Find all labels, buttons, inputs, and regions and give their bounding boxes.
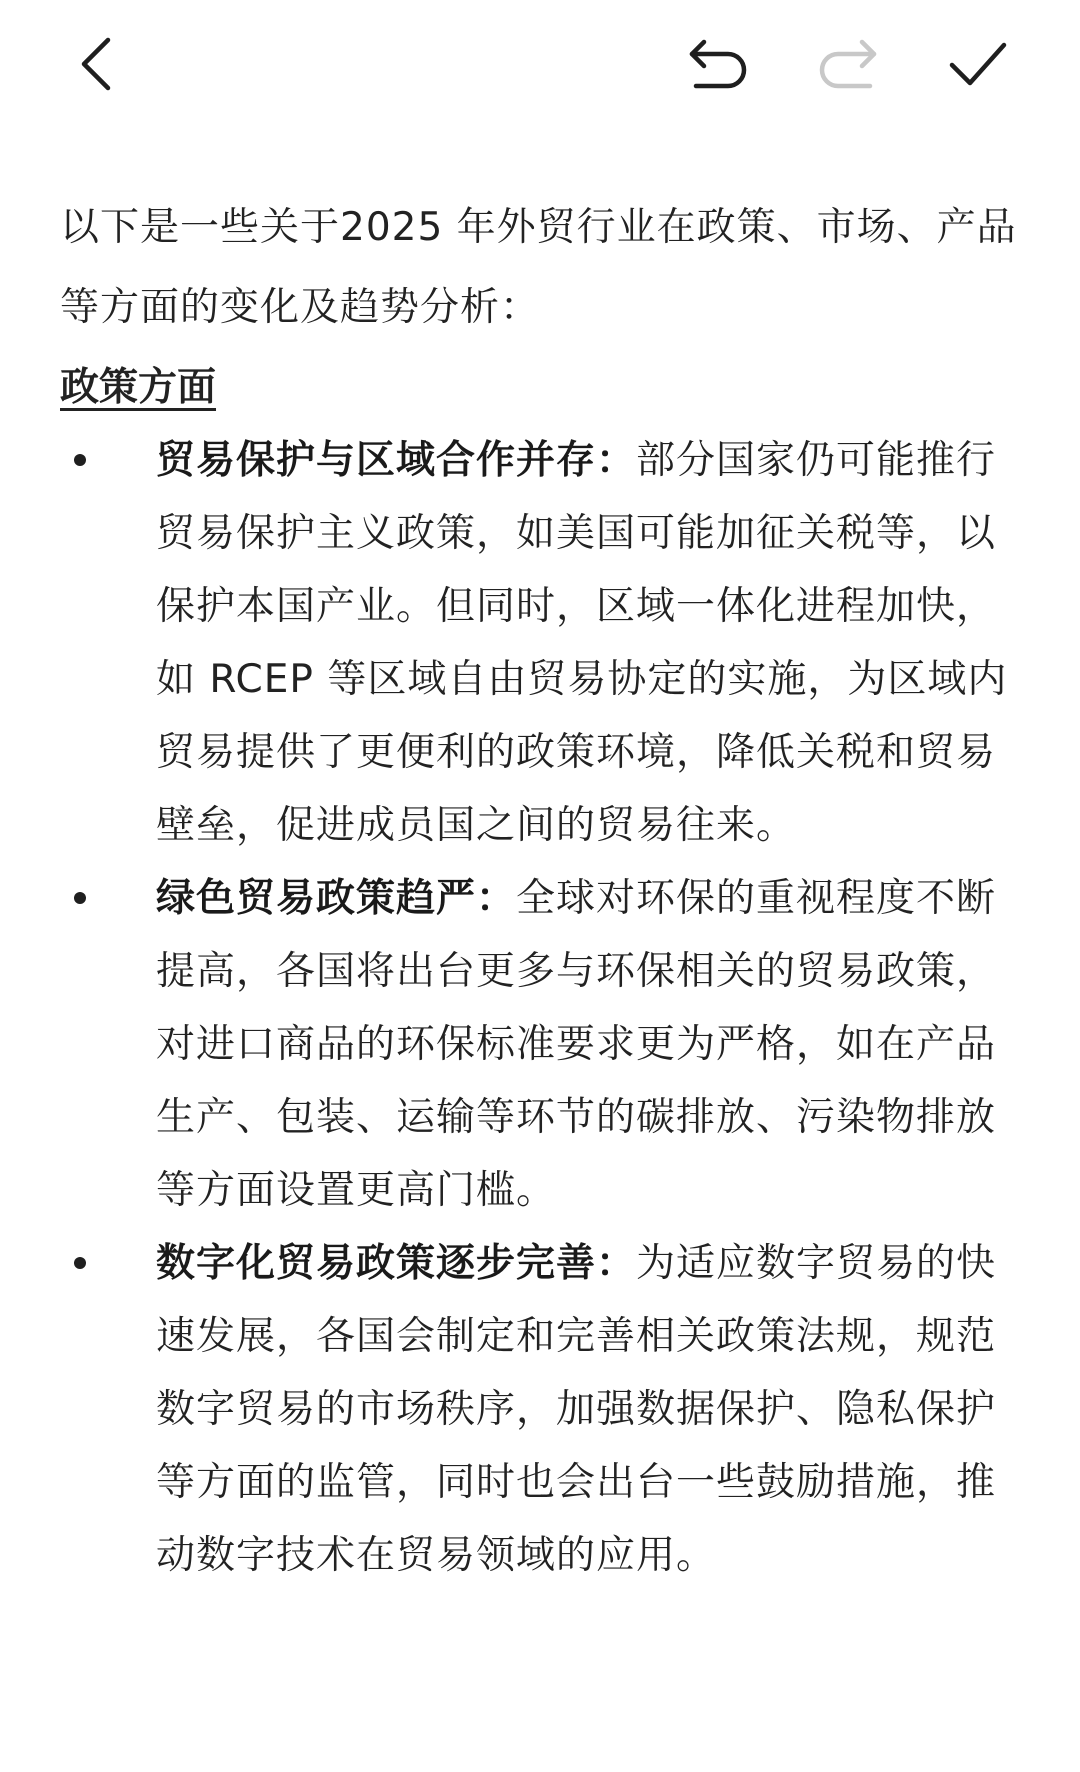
bullet-body: 全球对环保的重视程度不断提高，各国将出台更多与环保相关的贸易政策，对进口商品的环保标准要求更为严格，如在产品生产、包装、运输等环节的碳排放、污染物排放等方面设置更高门槛。 [156,876,997,1213]
intro-paragraph: 以下是一些关于2025 年外贸行业在政策、市场、产品等方面的变化及趋势分析： [60,205,1017,330]
bullet-list [60,424,1020,1592]
bullet-dot-icon [74,1257,86,1269]
bullet-dot-icon [74,892,86,904]
undo-button[interactable] [678,24,758,104]
section-heading: 政策方面 [60,365,217,410]
done-button[interactable] [938,24,1018,104]
bullet-body: 部分国家仍可能推行贸易保护主义政策，如美国可能加征关税等，以保护本国产业。但同时，区域一体化进程加快，如 RCEP 等区域自由贸易协定的实施，为区域内贸易提供了更便利的政策环境，降低关税和贸易壁垒，促进成员国之间的贸易往来。 [156,438,1008,848]
list-item [60,424,1020,862]
chevron-left-icon [74,34,118,94]
list-item [60,1227,1020,1592]
bullet-title: 数字化贸易政策逐步完善： [156,1241,637,1286]
redo-button[interactable] [808,24,888,104]
checkmark-icon [948,39,1008,89]
redo-icon [816,36,880,92]
bullet-dot-icon [74,454,86,466]
bullet-body: 为适应数字贸易的快速发展，各国会制定和完善相关政策法规，规范数字贸易的市场秩序，加强数据保护、隐私保护等方面的监管，同时也会出台一些鼓励措施，推动数字技术在贸易领域的应用。 [156,1241,997,1578]
undo-icon [686,36,750,92]
bullet-title: 贸易保护与区域合作并存： [156,438,637,483]
document-body[interactable] [60,188,1020,1592]
list-item [60,862,1020,1227]
back-button[interactable] [56,24,136,104]
editor-toolbar [0,0,1080,130]
bullet-title: 绿色贸易政策趋严： [156,876,517,921]
